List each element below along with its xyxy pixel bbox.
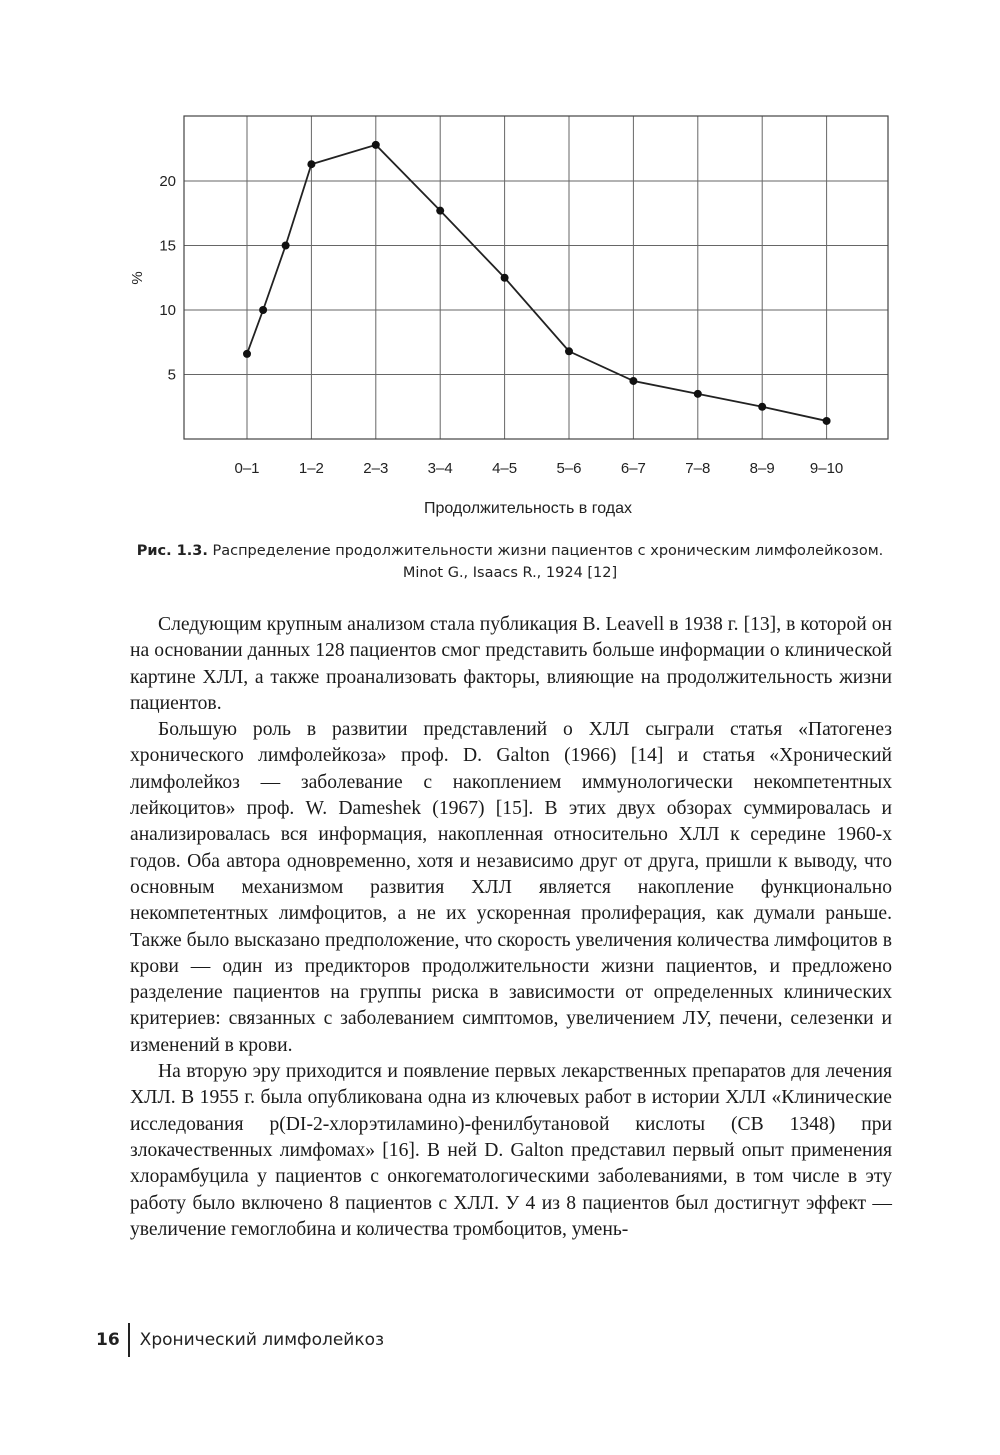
data-point bbox=[629, 377, 637, 385]
y-tick-label: 15 bbox=[159, 237, 176, 255]
x-tick-label: 7–8 bbox=[685, 460, 711, 477]
data-point bbox=[758, 403, 766, 411]
footer-divider bbox=[128, 1323, 130, 1357]
x-tick-label: 0–1 bbox=[234, 460, 260, 477]
data-points bbox=[243, 141, 831, 425]
x-tick-label: 9–10 bbox=[809, 460, 844, 477]
page-number: 16 bbox=[96, 1330, 120, 1350]
data-point bbox=[501, 274, 509, 282]
body-text bbox=[130, 612, 892, 1243]
y-tick-labels bbox=[159, 173, 176, 384]
x-tick-labels bbox=[234, 460, 843, 477]
x-tick-label: 4–5 bbox=[492, 460, 518, 477]
data-point bbox=[823, 417, 831, 425]
data-point bbox=[259, 306, 267, 314]
x-tick-label: 3–4 bbox=[427, 460, 453, 477]
x-tick-label: 1–2 bbox=[298, 460, 324, 477]
y-tick-label: 10 bbox=[159, 302, 176, 319]
paragraph: Следующим крупным анализом стала публикация B. Leavell в 1938 г. [13], в которой он на основании данных 128 пациентов смог представить больше информации о клинической картине ХЛЛ, а также проанализовать факторы, влияющие на продолжительность жизни пациентов. bbox=[130, 614, 892, 714]
y-tick-label: 20 bbox=[159, 173, 176, 190]
caption-text: Распределение продолжительности жизни пациентов с хроническим лимфолейкозом. Minot G., Isaacs R., 1924 [12] bbox=[212, 543, 884, 581]
line-chart bbox=[0, 0, 1000, 530]
x-tick-label: 8–9 bbox=[749, 460, 775, 477]
x-tick-label: 6–7 bbox=[620, 460, 646, 477]
y-axis-label: % bbox=[129, 271, 146, 285]
x-tick-label: 2–3 bbox=[363, 460, 389, 477]
series-line bbox=[247, 145, 827, 421]
x-tick-label: 5–6 bbox=[556, 460, 582, 477]
running-title: Хронический лимфолейкоз bbox=[139, 1330, 385, 1350]
y-tick-label: 5 bbox=[167, 366, 176, 384]
figure-caption bbox=[120, 540, 900, 584]
data-point bbox=[372, 141, 380, 149]
paragraph: На вторую эру приходится и появление первых лекарственных препаратов для лечения ХЛЛ. В 1955 г. была опубликована одна из ключевых работ в истории ХЛЛ «Клинические исследования р(DI-2-хлорэтиламино)-фенилбутановой кислоты (СВ 1348) при злокачественных лимфомах» [16]. В ней D. Galton представил первый опыт применения хлорамбуцила у пациентов с онкогематологическими заболеваниями, в том числе в эту работу было включено 8 пациентов с ХЛЛ. У 4 из 8 пациентов был достигнут эффект — увеличение гемоглобина и количества тромбоцитов, умень- bbox=[130, 1061, 892, 1240]
data-point bbox=[436, 207, 444, 215]
paragraph: Большую роль в развитии представлений о ХЛЛ сыграли статья «Патогенез хронического лимфолейкоза» проф. D. Galton (1966) [14] и статья «Хронический лимфолейкоз — заболевание с накоплением иммунологически некомпетентных лейкоцитов» проф. W. Dameshek (1967) [15]. В этих двух обзорах суммировалась и анализировалась вся информация, накопленная относительно ХЛЛ к середине 1960-х годов. Оба автора одновременно, хотя и независимо друг от друга, пришли к выводу, что основным механизмом развития ХЛЛ является накопление функционально некомпетентных лимфоцитов, а не их ускоренная пролиферация, как думали раньше. Также было высказано предположение, что скорость увеличения количества лимфоцитов в крови — один из предикторов продолжительности жизни пациентов, и предложено разделение пациентов на группы риска в зависимости от определенных клинических критериев: связанных с заболеванием симптомов, увеличением ЛУ, печени, селезенки и изменений в крови. bbox=[130, 719, 892, 1056]
data-point bbox=[282, 242, 290, 250]
data-point bbox=[694, 390, 702, 398]
chart-grid bbox=[184, 116, 888, 439]
page-footer bbox=[96, 1322, 384, 1358]
x-axis-label: Продолжительность в годах bbox=[423, 500, 633, 517]
caption-label: Рис. 1.3. bbox=[136, 543, 208, 559]
data-point bbox=[307, 160, 315, 168]
data-point bbox=[565, 347, 573, 355]
plot-frame bbox=[184, 116, 888, 439]
data-point bbox=[243, 350, 251, 358]
